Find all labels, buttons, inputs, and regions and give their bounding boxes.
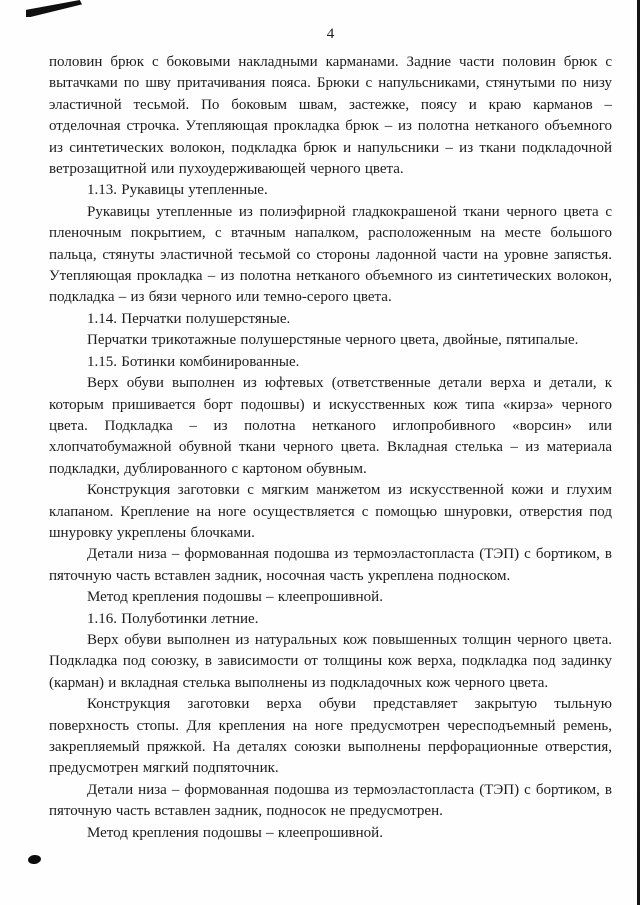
paragraph: Рукавицы утепленные из полиэфирной гладкокрашеной ткани черного цвета с пленочным покрытием, с втачным напалком, расположенным на месте большого пальца, стянуты эластичной тесьмой со стороны ладонной части на уровне запястья. Утепляющая прокладка – из полотна нетканого объемного из синтетических волокон, подкладка – из бязи черного или темно-серого цвета. bbox=[49, 203, 612, 306]
paragraph: 1.13. Рукавицы утепленные. bbox=[87, 182, 268, 199]
paragraph: 1.14. Перчатки полушерстяные. bbox=[87, 310, 291, 327]
paragraph: Детали низа – формованная подошва из термоэластопласта (ТЭП) с бортиком, в пяточную часть вставлен задник, подносок не предусмотрен. bbox=[49, 781, 612, 820]
paragraph: Конструкция заготовки с мягким манжетом из искусственной кожи и глухим клапаном. Крепление на ноге осуществляется с помощью шнуровки, отверстия под шнуровку укреплены блочками. bbox=[49, 482, 612, 541]
scan-artifact-bottom-spot bbox=[27, 854, 41, 865]
paragraph: Детали низа – формованная подошва из термоэластопласта (ТЭП) с бортиком, в пяточную часть вставлен задник, носочная часть укреплена подноском. bbox=[49, 546, 612, 584]
page-number: 4 bbox=[326, 26, 335, 42]
document-content bbox=[49, 24, 612, 844]
paragraph: 1.16. Полуботинки летние. bbox=[87, 610, 259, 627]
document-body bbox=[49, 52, 612, 844]
paragraph: Метод крепления подошвы – клеепрошивной. bbox=[87, 824, 383, 841]
scan-artifact-corner bbox=[26, 0, 82, 17]
paragraph: Конструкция заготовки верха обуви представляет закрытую тыльную поверхность стопы. Для крепления на ноге предусмотрен чересподъемный ремень, закрепляемый пряжкой. На деталях союзки выполнены перфорационные отверстия, предусмотрен мягкий подпяточник. bbox=[49, 696, 612, 777]
paragraph: 1.15. Ботинки комбинированные. bbox=[87, 353, 300, 370]
paragraph: половин брюк с боковыми накладными карманами. Задние части половин брюк с вытачками по шву притачивания пояса. Брюки с напульсниками, стянутыми по низу эластичной тесьмой. По боковым швам, застежке, поясу и краю карманов – отделочная строчка. Утепляющая прокладка брюк – из полотна нетканого объемного из синтетических волокон, подкладка брюк и напульсники – из ткани подкладочной ветрозащитной или пухоудерживающей черного цвета. bbox=[49, 54, 612, 178]
paragraph: Метод крепления подошвы – клеепрошивной. bbox=[87, 589, 383, 606]
paragraph: Верх обуви выполнен из юфтевых (ответственные детали верха и детали, к которым пришивается борт подошвы) и искусственных кож типа «кирза» черного цвета. Подкладка – из полотна нетканого иглопробивного «ворсин» или хлопчатобумажной обувной ткани черного цвета. Вкладная стелька – из материала подкладки, дублированного с картоном обувным. bbox=[49, 375, 612, 477]
paragraph: Верх обуви выполнен из натуральных кож повышенных толщин черного цвета. Подкладка под союзку, в зависимости от толщины кож верха, подкладка под задинку (карман) и вкладная стелька выполнены из подкладочных кож черного цвета. bbox=[49, 631, 612, 691]
paragraph: Перчатки трикотажные полушерстяные черного цвета, двойные, пятипалые. bbox=[87, 332, 579, 349]
